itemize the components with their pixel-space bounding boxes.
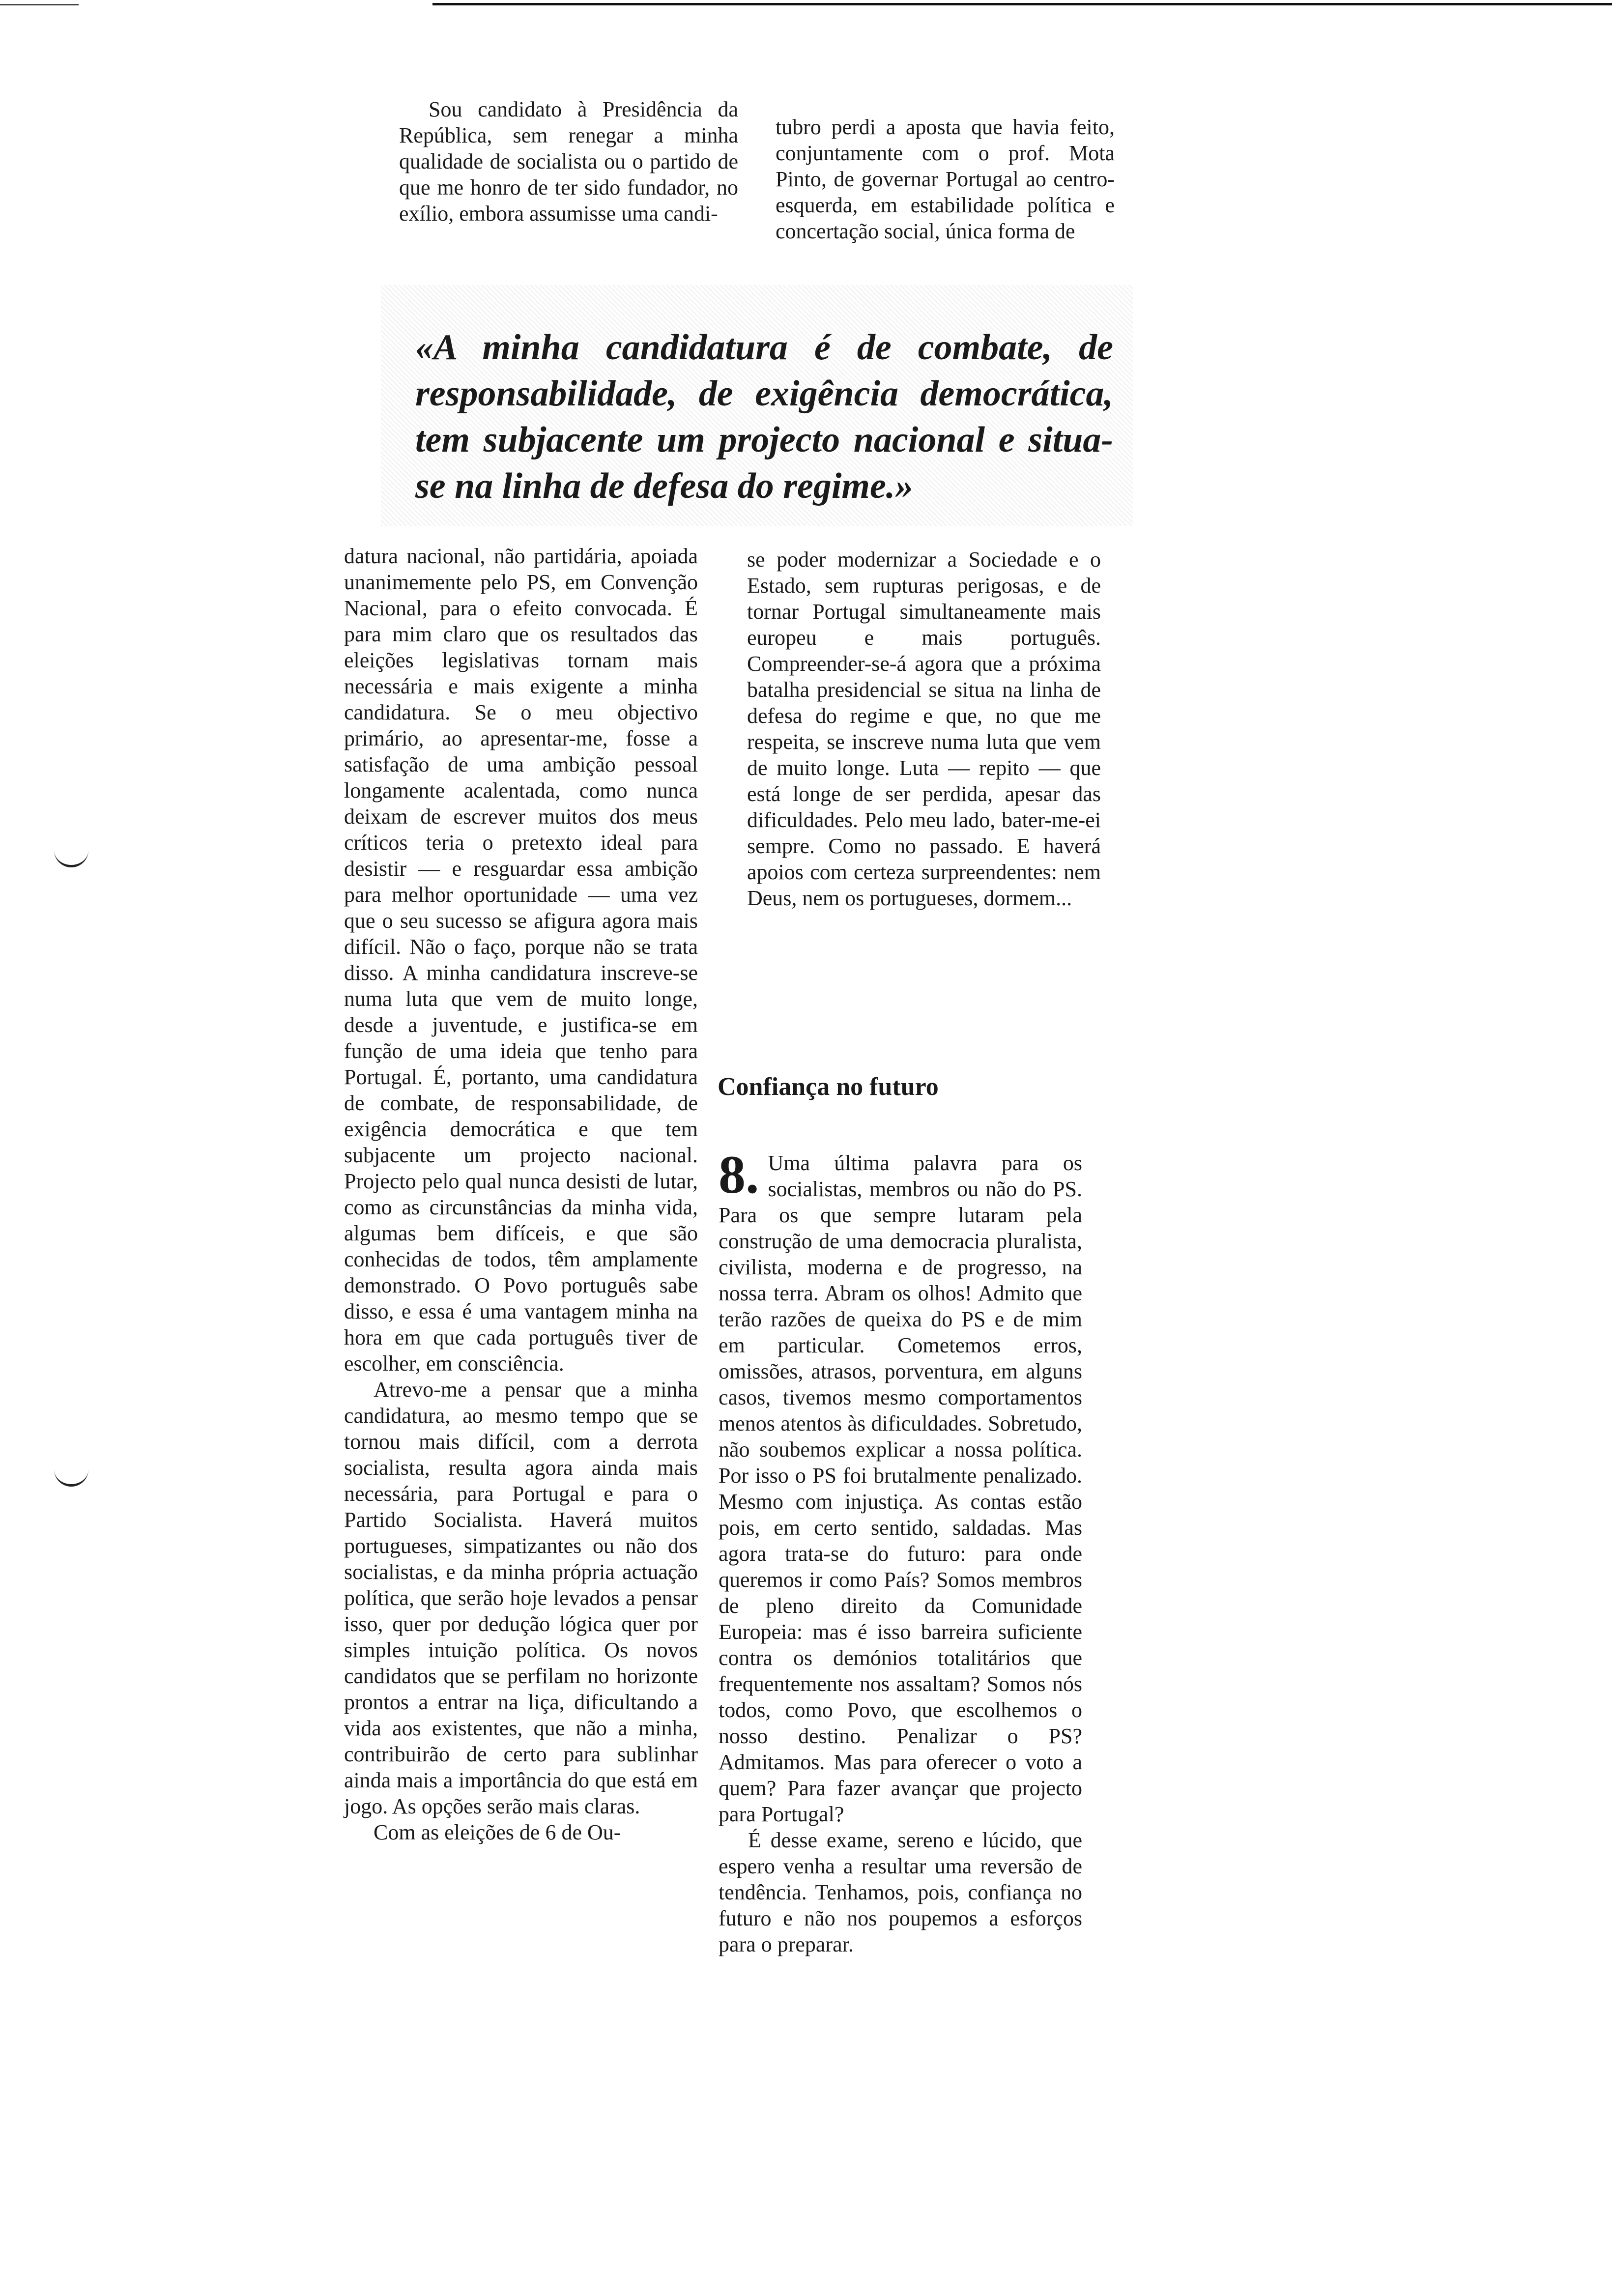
article-column-1 bbox=[399, 96, 738, 227]
paragraph: Sou candidato à Presidência da República, sem renegar a minha qualidade de socialista ou o partido de que me honro de ter sido fundador, no exílio, embora assumisse uma candi- bbox=[399, 97, 738, 226]
paragraph: tubro perdi a aposta que havia feito, conjuntamente com o prof. Mota Pinto, de governar Portugal ao centro-esquerda, em estabilidade política e concertação social, única forma de bbox=[776, 115, 1115, 243]
article-column-3 bbox=[344, 543, 698, 1845]
pull-quote: «A minha candidatura é de combate, de responsabilidade, de exigência democrática, tem subjacente um projecto nacional e situa-se na linha de defesa do regime.» bbox=[415, 327, 1113, 506]
paragraph bbox=[719, 1145, 1082, 1827]
section-number: 8. bbox=[719, 1145, 759, 1205]
paragraph: É desse exame, sereno e lúcido, que espero venha a resultar uma reversão de tendência. Tenhamos, pois, confiança no futuro e não nos poupemos a esforços para o preparar. bbox=[719, 1828, 1082, 1956]
paragraph: Atrevo-me a pensar que a minha candidatura, ao mesmo tempo que se tornou mais difícil, com a derrota socialista, resulta agora ainda mais necessária, para Portugal e para o Partido Socialista. Haverá muitos portugueses, simpatizantes ou não dos socialistas, e da minha própria actuação política, que serão hoje levados a pensar isso, quer por dedução lógica quer por simples intuição política. Os novos candidatos que se perfilam no horizonte prontos a entrar na liça, dificultando a vida aos existentes, que não a minha, contribuirão de certo para sublinhar ainda mais a importância do que está em jogo. As opções serão mais claras. bbox=[344, 1378, 698, 1818]
article-column-2 bbox=[776, 114, 1115, 244]
section-heading: Confiança no futuro bbox=[718, 1073, 939, 1101]
binder-hole-mark bbox=[54, 1469, 88, 1487]
pull-quote-box bbox=[381, 285, 1133, 526]
article-column-4 bbox=[747, 546, 1101, 911]
article-column-5 bbox=[719, 1145, 1082, 1957]
binder-hole-mark bbox=[54, 850, 88, 867]
scan-edge-line bbox=[432, 3, 1612, 5]
paragraph: datura nacional, não partidária, apoiada unanimemente pelo PS, em Convenção Nacional, para o efeito convocada. É para mim claro que os resultados das eleições legislativas tornam mais necessária e mais exigente a minha candidatura. Se o meu objectivo primário, ao apresentar-me, fosse a satisfação de uma ambição pessoal longamente acalentada, como nunca deixam de escrever muitos dos meus críticos teria o pretexto ideal para desistir — e resguardar essa ambição para melhor oportunidade — uma vez que o seu sucesso se afigura agora mais difícil. Não o faço, porque não se trata disso. A minha candidatura inscreve-se numa luta que vem de muito longe, desde a juventude, e justifica-se em função de uma ideia que tenho para Portugal. É, portanto, uma candidatura de combate, de responsabilidade, de exigência democrática e que tem subjacente um projecto nacional. Projecto pelo qual nunca desisti de lutar, como as circunstâncias da minha vida, algumas bem difíceis, e que são conhecidas de todos, têm amplamente demonstrado. O Povo português sabe disso, e essa é uma vantagem minha na hora em que cada português tiver de escolher, em consciência. bbox=[344, 544, 698, 1376]
scan-edge-line-left bbox=[0, 4, 79, 5]
paragraph-text: Uma última palavra para os socialistas, membros ou não do PS. Para os que sempre lutaram pela construção de uma democracia pluralista, civilista, moderna e de progresso, na nossa terra. Abram os olhos! Admito que terão razões de queixa do PS e de mim em particular. Cometemos erros, omissões, atrasos, porventura, em alguns casos, tivemos mesmo comportamentos menos atentos às dificuldades. Sobretudo, não soubemos explicar a nossa política. Por isso o PS foi brutalmente penalizado. Mesmo com injustiça. As contas estão pois, em certo sentido, saldadas. Mas agora trata-se do futuro: para onde queremos ir como País? Somos membros de pleno direito da Comunidade Europeia: mas é isso barreira suficiente contra os demónios totalitários que frequentemente nos assaltam? Somos nós todos, como Povo, que escolhemos o nosso destino. Penalizar o PS? Admitamos. Mas para oferecer o voto a quem? Para fazer avançar que projecto para Portugal? bbox=[719, 1151, 1082, 1826]
paragraph: se poder modernizar a Sociedade e o Estado, sem rupturas perigosas, e de tornar Portugal simultaneamente mais europeu e mais português. Compreender-se-á agora que a próxima batalha presidencial se situa na linha de defesa do regime e que, no que me respeita, se inscreve numa luta que vem de muito longe. Luta — repito — que está longe de ser perdida, apesar das dificuldades. Pelo meu lado, bater-me-ei sempre. Como no passado. E haverá apoios com certeza surpreendentes: nem Deus, nem os portugueses, dormem... bbox=[747, 547, 1101, 910]
paragraph: Com as eleições de 6 de Ou- bbox=[374, 1820, 621, 1844]
